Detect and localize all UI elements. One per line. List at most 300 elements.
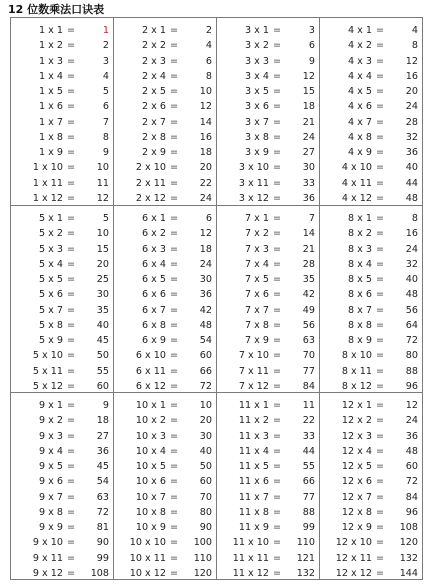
row-expression: 6 x 7 [142, 304, 166, 316]
row-expression: 1 x 4 [39, 70, 63, 82]
equals-sign: = [66, 365, 76, 377]
row-result: 44 [405, 177, 418, 189]
table-row [225, 505, 314, 520]
row-result: 22 [302, 415, 315, 427]
equals-sign: = [169, 476, 179, 488]
row-result: 48 [405, 192, 418, 204]
row-result: 45 [96, 461, 109, 472]
table-row [328, 257, 417, 272]
row-expression: 7 x 9 [245, 335, 269, 346]
row-expression: 9 x 2 [39, 415, 63, 427]
row-expression: 9 x 12 [32, 567, 63, 579]
row-result: 10 [96, 162, 109, 174]
row-expression: 1 x 12 [32, 192, 63, 204]
table-row [122, 333, 211, 348]
row-result: 96 [405, 380, 418, 392]
row-result: 24 [302, 131, 315, 143]
row-result: 4 [102, 70, 109, 82]
equals-sign: = [66, 131, 76, 143]
row-result: 12 [302, 70, 315, 82]
row-result: 30 [302, 162, 315, 174]
equals-sign: = [169, 380, 179, 392]
row-result: 3 [308, 25, 315, 36]
table-row [225, 130, 314, 145]
row-expression: 2 x 10 [135, 162, 166, 174]
table-row [122, 226, 211, 241]
row-result: 110 [193, 552, 212, 564]
row-result: 15 [96, 243, 109, 255]
row-expression: 12 x 8 [341, 506, 372, 518]
row-expression: 4 x 2 [348, 40, 372, 52]
table-row [328, 69, 417, 84]
equals-sign: = [169, 40, 179, 52]
table-row [122, 54, 211, 69]
table-row [122, 287, 211, 302]
table-block [11, 206, 114, 393]
table-row [122, 444, 211, 459]
equals-sign: = [272, 304, 282, 316]
table-row [225, 287, 314, 302]
table-row [225, 38, 314, 53]
row-expression: 12 x 5 [341, 461, 372, 472]
row-result: 32 [405, 258, 418, 270]
equals-sign: = [375, 162, 385, 174]
row-result: 5 [102, 213, 109, 224]
table-row [328, 566, 417, 581]
row-result: 56 [405, 304, 418, 316]
row-result: 84 [405, 491, 418, 503]
equals-sign: = [375, 177, 385, 189]
row-result: 66 [199, 365, 212, 377]
row-expression: 7 x 12 [238, 380, 269, 392]
table-row [122, 242, 211, 257]
equals-sign: = [169, 319, 179, 331]
table-row [328, 287, 417, 302]
row-expression: 8 x 12 [341, 380, 372, 392]
table-row [225, 364, 314, 379]
row-expression: 3 x 12 [238, 192, 269, 204]
row-result: 9 [102, 400, 109, 411]
row-result: 54 [96, 476, 109, 488]
row-expression: 7 x 8 [245, 319, 269, 331]
equals-sign: = [66, 192, 76, 204]
equals-sign: = [272, 567, 282, 579]
row-expression: 6 x 1 [142, 213, 166, 224]
row-result: 15 [302, 86, 315, 97]
row-result: 20 [199, 162, 212, 174]
row-expression: 3 x 7 [245, 116, 269, 128]
row-result: 42 [302, 289, 315, 301]
row-result: 11 [96, 177, 109, 189]
table-row [328, 459, 417, 474]
row-expression: 12 x 3 [341, 430, 372, 442]
table-row [19, 444, 108, 459]
row-expression: 4 x 9 [348, 147, 372, 158]
table-row [225, 459, 314, 474]
row-expression: 10 x 4 [135, 445, 166, 457]
row-expression: 7 x 1 [245, 213, 269, 224]
row-result: 70 [302, 350, 315, 362]
row-result: 14 [199, 116, 212, 128]
equals-sign: = [66, 445, 76, 457]
table-row [19, 242, 108, 257]
table-row [328, 551, 417, 566]
table-row [122, 130, 211, 145]
table-row [19, 333, 108, 348]
equals-sign: = [169, 70, 179, 82]
table-row [19, 520, 108, 535]
table-row [122, 535, 211, 550]
table-row [328, 379, 417, 394]
row-expression: 5 x 12 [32, 380, 63, 392]
table-row [328, 115, 417, 130]
equals-sign: = [272, 101, 282, 113]
table-row [19, 364, 108, 379]
equals-sign: = [66, 147, 76, 158]
table-row [19, 413, 108, 428]
row-expression: 5 x 8 [39, 319, 63, 331]
table-row [122, 272, 211, 287]
row-expression: 10 x 3 [135, 430, 166, 442]
table-row [328, 84, 417, 99]
table-block [11, 18, 114, 206]
row-expression: 1 x 11 [32, 177, 63, 189]
row-result: 64 [405, 319, 418, 331]
page-title: 12 位数乘法口诀表 [8, 3, 105, 16]
equals-sign: = [66, 476, 76, 488]
row-expression: 5 x 10 [32, 350, 63, 362]
row-result: 8 [411, 213, 418, 224]
row-expression: 8 x 9 [348, 335, 372, 346]
row-expression: 2 x 8 [142, 131, 166, 143]
equals-sign: = [169, 350, 179, 362]
equals-sign: = [272, 522, 282, 533]
equals-sign: = [272, 461, 282, 472]
row-result: 99 [96, 552, 109, 564]
equals-sign: = [169, 116, 179, 128]
equals-sign: = [375, 55, 385, 67]
equals-sign: = [169, 192, 179, 204]
table-row [328, 348, 417, 363]
table-block [114, 206, 217, 393]
row-expression: 5 x 1 [39, 213, 63, 224]
equals-sign: = [169, 430, 179, 442]
row-result: 20 [96, 258, 109, 270]
equals-sign: = [169, 162, 179, 174]
equals-sign: = [66, 430, 76, 442]
table-row [19, 84, 108, 99]
row-expression: 9 x 4 [39, 445, 63, 457]
row-expression: 11 x 12 [232, 567, 269, 579]
row-expression: 12 x 9 [341, 522, 372, 533]
table-row [328, 429, 417, 444]
row-expression: 9 x 9 [39, 522, 63, 533]
table-row [122, 413, 211, 428]
row-result: 45 [96, 335, 109, 346]
equals-sign: = [375, 86, 385, 97]
row-expression: 8 x 11 [341, 365, 372, 377]
row-result: 77 [302, 491, 315, 503]
equals-sign: = [66, 274, 76, 285]
equals-sign: = [272, 55, 282, 67]
row-result: 96 [405, 506, 418, 518]
row-result: 1 [102, 25, 109, 36]
table-row [225, 69, 314, 84]
row-result: 55 [96, 365, 109, 377]
row-result: 10 [199, 86, 212, 97]
equals-sign: = [375, 522, 385, 533]
equals-sign: = [169, 147, 179, 158]
table-row [122, 211, 211, 226]
row-result: 48 [405, 445, 418, 457]
equals-sign: = [375, 101, 385, 113]
table-row [328, 211, 417, 226]
table-row [225, 318, 314, 333]
row-expression: 1 x 6 [39, 101, 63, 113]
table-block [217, 206, 320, 393]
row-result: 6 [102, 101, 109, 113]
row-expression: 9 x 3 [39, 430, 63, 442]
equals-sign: = [169, 400, 179, 411]
table-row [122, 318, 211, 333]
row-result: 99 [302, 522, 315, 533]
equals-sign: = [66, 177, 76, 189]
table-row [19, 176, 108, 191]
row-expression: 5 x 9 [39, 335, 63, 346]
equals-sign: = [272, 491, 282, 503]
table-row [122, 520, 211, 535]
row-expression: 3 x 6 [245, 101, 269, 113]
row-expression: 4 x 1 [348, 25, 372, 36]
row-result: 132 [399, 552, 418, 564]
equals-sign: = [66, 350, 76, 362]
table-row [122, 145, 211, 160]
row-result: 63 [302, 335, 315, 346]
table-row [328, 226, 417, 241]
row-result: 44 [302, 445, 315, 457]
row-expression: 10 x 5 [135, 461, 166, 472]
equals-sign: = [169, 304, 179, 316]
equals-sign: = [272, 415, 282, 427]
equals-sign: = [272, 365, 282, 377]
table-row [328, 272, 417, 287]
equals-sign: = [169, 491, 179, 503]
equals-sign: = [66, 304, 76, 316]
row-result: 12 [405, 55, 418, 67]
row-expression: 8 x 10 [341, 350, 372, 362]
row-expression: 1 x 5 [39, 86, 63, 97]
row-expression: 1 x 7 [39, 116, 63, 128]
table-row [328, 318, 417, 333]
row-expression: 6 x 10 [135, 350, 166, 362]
row-expression: 2 x 2 [142, 40, 166, 52]
row-result: 48 [199, 319, 212, 331]
row-expression: 3 x 4 [245, 70, 269, 82]
row-result: 21 [302, 243, 315, 255]
row-result: 56 [302, 319, 315, 331]
row-expression: 2 x 7 [142, 116, 166, 128]
equals-sign: = [375, 147, 385, 158]
equals-sign: = [272, 335, 282, 346]
equals-sign: = [272, 162, 282, 174]
table-row [328, 333, 417, 348]
table-row [225, 348, 314, 363]
equals-sign: = [272, 476, 282, 488]
row-result: 12 [96, 192, 109, 204]
row-expression: 11 x 7 [238, 491, 269, 503]
row-result: 110 [296, 537, 315, 549]
table-row [328, 303, 417, 318]
row-expression: 6 x 2 [142, 228, 166, 240]
row-expression: 10 x 11 [129, 552, 166, 564]
row-expression: 6 x 5 [142, 274, 166, 285]
table-row [225, 23, 314, 38]
equals-sign: = [272, 380, 282, 392]
row-expression: 12 x 2 [341, 415, 372, 427]
row-result: 20 [199, 415, 212, 427]
row-result: 7 [102, 116, 109, 128]
row-result: 18 [199, 147, 212, 158]
row-result: 121 [296, 552, 315, 564]
row-result: 36 [405, 430, 418, 442]
table-row [122, 191, 211, 206]
row-result: 72 [96, 506, 109, 518]
row-expression: 3 x 5 [245, 86, 269, 97]
table-row [328, 38, 417, 53]
row-result: 2 [205, 25, 212, 36]
table-row [225, 303, 314, 318]
row-expression: 9 x 1 [39, 400, 63, 411]
equals-sign: = [375, 335, 385, 346]
row-result: 35 [302, 274, 315, 285]
row-expression: 9 x 5 [39, 461, 63, 472]
row-expression: 10 x 8 [135, 506, 166, 518]
equals-sign: = [169, 243, 179, 255]
row-result: 12 [405, 400, 418, 411]
row-expression: 3 x 10 [238, 162, 269, 174]
equals-sign: = [169, 177, 179, 189]
equals-sign: = [375, 400, 385, 411]
row-result: 72 [405, 476, 418, 488]
row-result: 25 [96, 274, 109, 285]
row-result: 9 [102, 147, 109, 158]
table-row [225, 257, 314, 272]
row-result: 16 [199, 131, 212, 143]
table-row [225, 226, 314, 241]
row-expression: 6 x 12 [135, 380, 166, 392]
table-block [114, 18, 217, 206]
equals-sign: = [66, 552, 76, 564]
row-result: 60 [405, 461, 418, 472]
table-row [225, 333, 314, 348]
row-result: 108 [399, 522, 418, 533]
equals-sign: = [66, 86, 76, 97]
row-expression: 8 x 4 [348, 258, 372, 270]
row-expression: 7 x 10 [238, 350, 269, 362]
table-row [328, 160, 417, 175]
row-result: 18 [96, 415, 109, 427]
equals-sign: = [66, 228, 76, 240]
equals-sign: = [375, 213, 385, 224]
row-result: 72 [199, 380, 212, 392]
table-row [19, 69, 108, 84]
table-row [122, 566, 211, 581]
row-expression: 10 x 7 [135, 491, 166, 503]
row-result: 27 [302, 147, 315, 158]
table-row [328, 145, 417, 160]
table-block [217, 18, 320, 206]
equals-sign: = [272, 177, 282, 189]
row-result: 40 [199, 445, 212, 457]
equals-sign: = [272, 274, 282, 285]
equals-sign: = [375, 567, 385, 579]
table-row [19, 505, 108, 520]
equals-sign: = [169, 258, 179, 270]
equals-sign: = [169, 55, 179, 67]
row-result: 28 [405, 116, 418, 128]
row-result: 16 [405, 228, 418, 240]
row-result: 21 [302, 116, 315, 128]
equals-sign: = [169, 274, 179, 285]
row-expression: 1 x 9 [39, 147, 63, 158]
equals-sign: = [272, 192, 282, 204]
row-expression: 2 x 11 [135, 177, 166, 189]
equals-sign: = [169, 445, 179, 457]
table-block [320, 393, 423, 580]
row-expression: 8 x 1 [348, 213, 372, 224]
table-row [19, 272, 108, 287]
table-row [19, 348, 108, 363]
row-expression: 7 x 2 [245, 228, 269, 240]
row-expression: 9 x 10 [32, 537, 63, 549]
table-row [19, 429, 108, 444]
row-expression: 2 x 12 [135, 192, 166, 204]
row-expression: 10 x 2 [135, 415, 166, 427]
equals-sign: = [66, 162, 76, 174]
row-result: 50 [96, 350, 109, 362]
equals-sign: = [66, 289, 76, 301]
table-row [122, 429, 211, 444]
equals-sign: = [272, 537, 282, 549]
row-expression: 10 x 6 [135, 476, 166, 488]
equals-sign: = [375, 289, 385, 301]
equals-sign: = [66, 335, 76, 346]
equals-sign: = [375, 258, 385, 270]
equals-sign: = [375, 537, 385, 549]
table-row [225, 413, 314, 428]
row-expression: 12 x 12 [335, 567, 372, 579]
row-result: 24 [405, 101, 418, 113]
equals-sign: = [66, 400, 76, 411]
row-expression: 1 x 10 [32, 162, 63, 174]
table-row [225, 551, 314, 566]
equals-sign: = [375, 40, 385, 52]
row-expression: 3 x 9 [245, 147, 269, 158]
equals-sign: = [272, 228, 282, 240]
table-row [19, 566, 108, 581]
row-expression: 11 x 2 [238, 415, 269, 427]
table-block [320, 18, 423, 206]
table-row [328, 413, 417, 428]
row-result: 5 [102, 86, 109, 97]
row-result: 4 [205, 40, 212, 52]
row-expression: 5 x 11 [32, 365, 63, 377]
row-expression: 6 x 9 [142, 335, 166, 346]
table-row [225, 211, 314, 226]
row-result: 8 [411, 40, 418, 52]
equals-sign: = [66, 116, 76, 128]
row-result: 6 [308, 40, 315, 52]
